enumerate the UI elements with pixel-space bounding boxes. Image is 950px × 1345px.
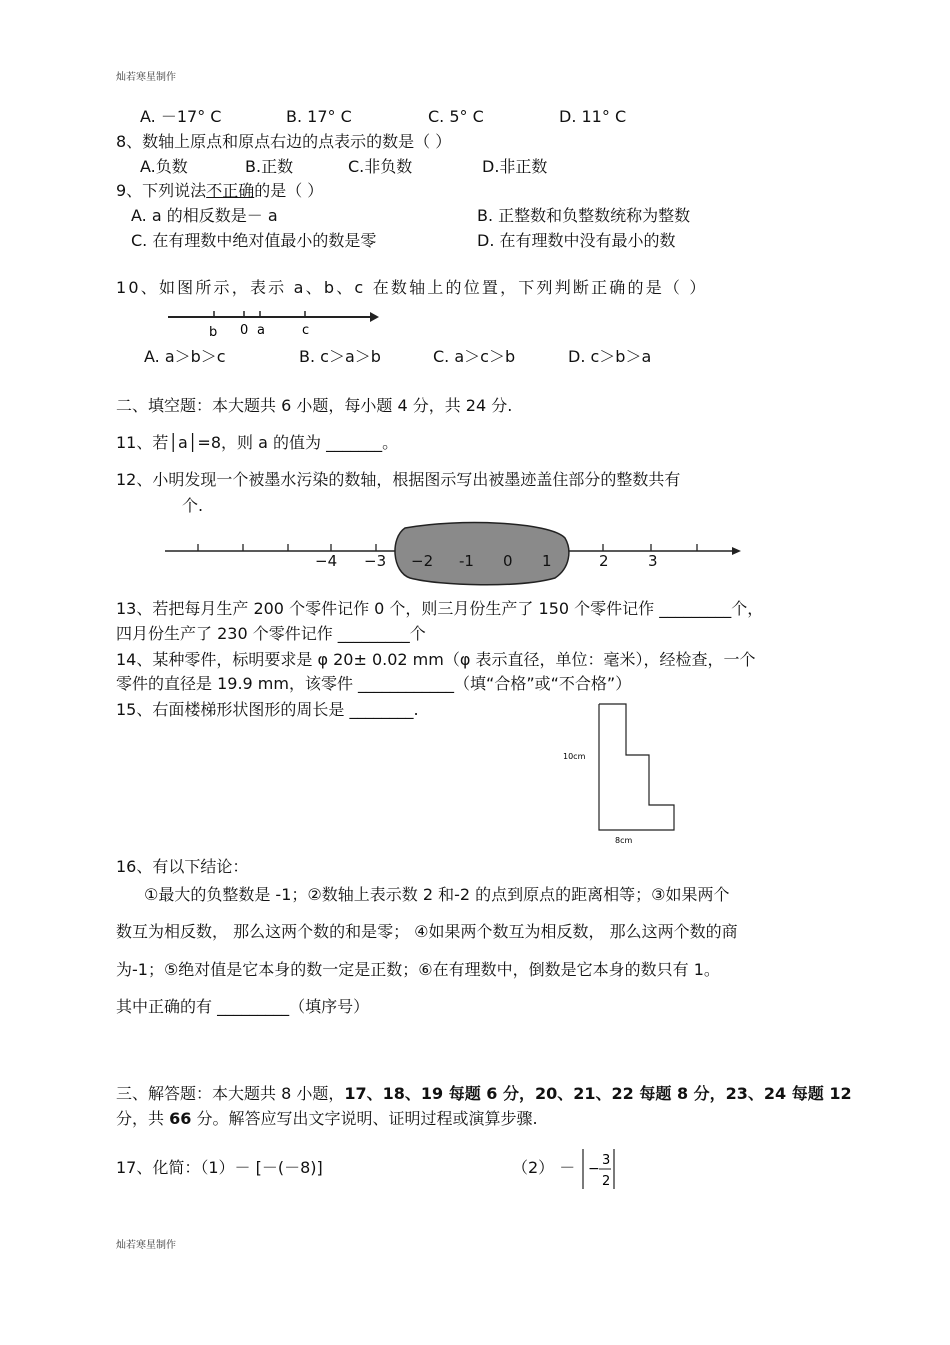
q11-text: 11、若│a│=8，则 a 的值为 _______。 (116, 433, 399, 452)
section2-title: 二、填空题：本大题共 6 小题，每小题 4 分，共 24 分. (116, 396, 513, 415)
q12-label-1: 1 (542, 552, 552, 570)
q13-line2: 四月份生产了 230 个零件记作 _________个 (116, 624, 426, 643)
q10-stem: 10、如图所示，表示 a、b、c 在数轴上的位置，下列判断正确的是（ ） (116, 278, 708, 297)
q7-option-a: A. －17° C (140, 107, 222, 126)
q14-line1: 14、某种零件，标明要求是 φ 20± 0.02 mm（φ 表示直径，单位：毫米），经检查，一个 (116, 650, 756, 669)
q8-option-b: B.正数 (245, 157, 294, 176)
q15-text: 15、右面楼梯形状图形的周长是 ________. (116, 700, 419, 719)
q12-label-3: 3 (648, 552, 658, 570)
q14-line2: 零件的直径是 19.9 mm，该零件 ____________（填“合格”或“不合格”） (116, 674, 632, 693)
q9-option-d: D. 在有理数中没有最小的数 (477, 231, 676, 250)
q15-width-label: 8cm (615, 836, 633, 845)
q10-option-b: B. c＞a＞b (299, 347, 381, 366)
q9-stem-post: 的是（ ） (254, 181, 324, 200)
q9-stem (116, 181, 323, 201)
q10-label-0: 0 (240, 323, 249, 338)
q12-line1: 12、小明发现一个被墨水污染的数轴，根据图示写出被墨迹盖住部分的整数共有 (116, 470, 681, 489)
q9-stem-pre: 9、下列说法 (116, 181, 207, 200)
q12-label-2: 2 (599, 552, 609, 570)
q16-stem: 16、有以下结论： (116, 857, 249, 876)
page-footer: 灿若寒星制作 (116, 1240, 176, 1251)
q12-label-neg3: −3 (364, 552, 387, 570)
q10-option-c: C. a＞c＞b (433, 347, 516, 366)
q8-option-d: D.非正数 (482, 157, 548, 176)
q12-label-neg4: −4 (315, 552, 338, 570)
q7-option-c: C. 5° C (428, 107, 484, 126)
fraction-sign: − (588, 1161, 600, 1177)
q12-ink-number-line (160, 520, 750, 590)
q17-part1: 17、化简：（1）－ [－(－8)] (116, 1158, 323, 1177)
q15-stair-figure (560, 700, 690, 850)
q12-label-0: 0 (503, 552, 513, 570)
q10-label-a: a (257, 323, 265, 338)
q9-stem-underlined: 不正确 (206, 181, 255, 200)
q7-option-b: B. 17° C (286, 107, 352, 126)
q12-line2: 个. (182, 496, 204, 515)
section3-line2 (116, 1109, 538, 1129)
q10-option-a: A. a＞b＞c (144, 347, 226, 366)
section3-line2-c: 分。解答应写出文字说明、证明过程或演算步骤. (191, 1109, 538, 1128)
q16-line4: 其中正确的有 _________（填序号） (116, 997, 370, 1016)
q10-label-b: b (209, 325, 218, 340)
section3-line1-b: 17、18、19 每题 6 分，20、21、22 每题 8 分，23、24 每题 12 (344, 1084, 852, 1103)
q9-option-c: C. 在有理数中绝对值最小的数是零 (131, 231, 377, 250)
q17-abs-fraction (580, 1147, 625, 1193)
page-header: 灿若寒星制作 (116, 72, 176, 83)
fraction-denominator: 2 (602, 1174, 611, 1189)
q10-axis-arrow (370, 312, 379, 322)
q7-option-d: D. 11° C (559, 107, 627, 126)
fraction-numerator: 3 (602, 1153, 611, 1168)
section3-line1 (116, 1084, 852, 1104)
section3-line2-b: 66 (169, 1109, 192, 1128)
section3-line1-a: 三、解答题：本大题共 8 小题， (116, 1084, 345, 1103)
q13-line1: 13、若把每月生产 200 个零件记作 0 个，则三月份生产了 150 个零件记作 _________个， (116, 599, 764, 618)
q9-option-a: A. a 的相反数是－ a (131, 206, 278, 225)
section3-line2-a: 分，共 (116, 1109, 170, 1128)
q17-part2-label: （2） － (512, 1158, 576, 1177)
q8-stem: 8、数轴上原点和原点右边的点表示的数是（ ） (116, 132, 452, 151)
stair-shape (599, 704, 674, 830)
q10-option-d: D. c＞b＞a (568, 347, 652, 366)
q16-line3: 为-1；⑤绝对值是它本身的数一定是正数；⑥在有理数中，倒数是它本身的数只有 1。 (116, 960, 720, 979)
q12-label-neg2: −2 (411, 552, 434, 570)
q8-option-c: C.非负数 (348, 157, 413, 176)
q12-label-neg1: -1 (459, 552, 474, 570)
q8-option-a: A.负数 (140, 157, 188, 176)
q16-line2: 数互为相反数， 那么这两个数的和是零； ④如果两个数互为相反数， 那么这两个数的商 (116, 922, 738, 941)
q15-height-label: 10cm (563, 752, 586, 761)
q12-axis-arrow (732, 547, 741, 555)
q16-line1: ①最大的负整数是 -1；②数轴上表示数 2 和-2 的点到原点的距离相等；③如果两个 (144, 885, 730, 904)
q9-option-b: B. 正整数和负整数统称为整数 (477, 206, 691, 225)
q10-label-c: c (302, 323, 310, 338)
q10-number-line (165, 308, 385, 340)
